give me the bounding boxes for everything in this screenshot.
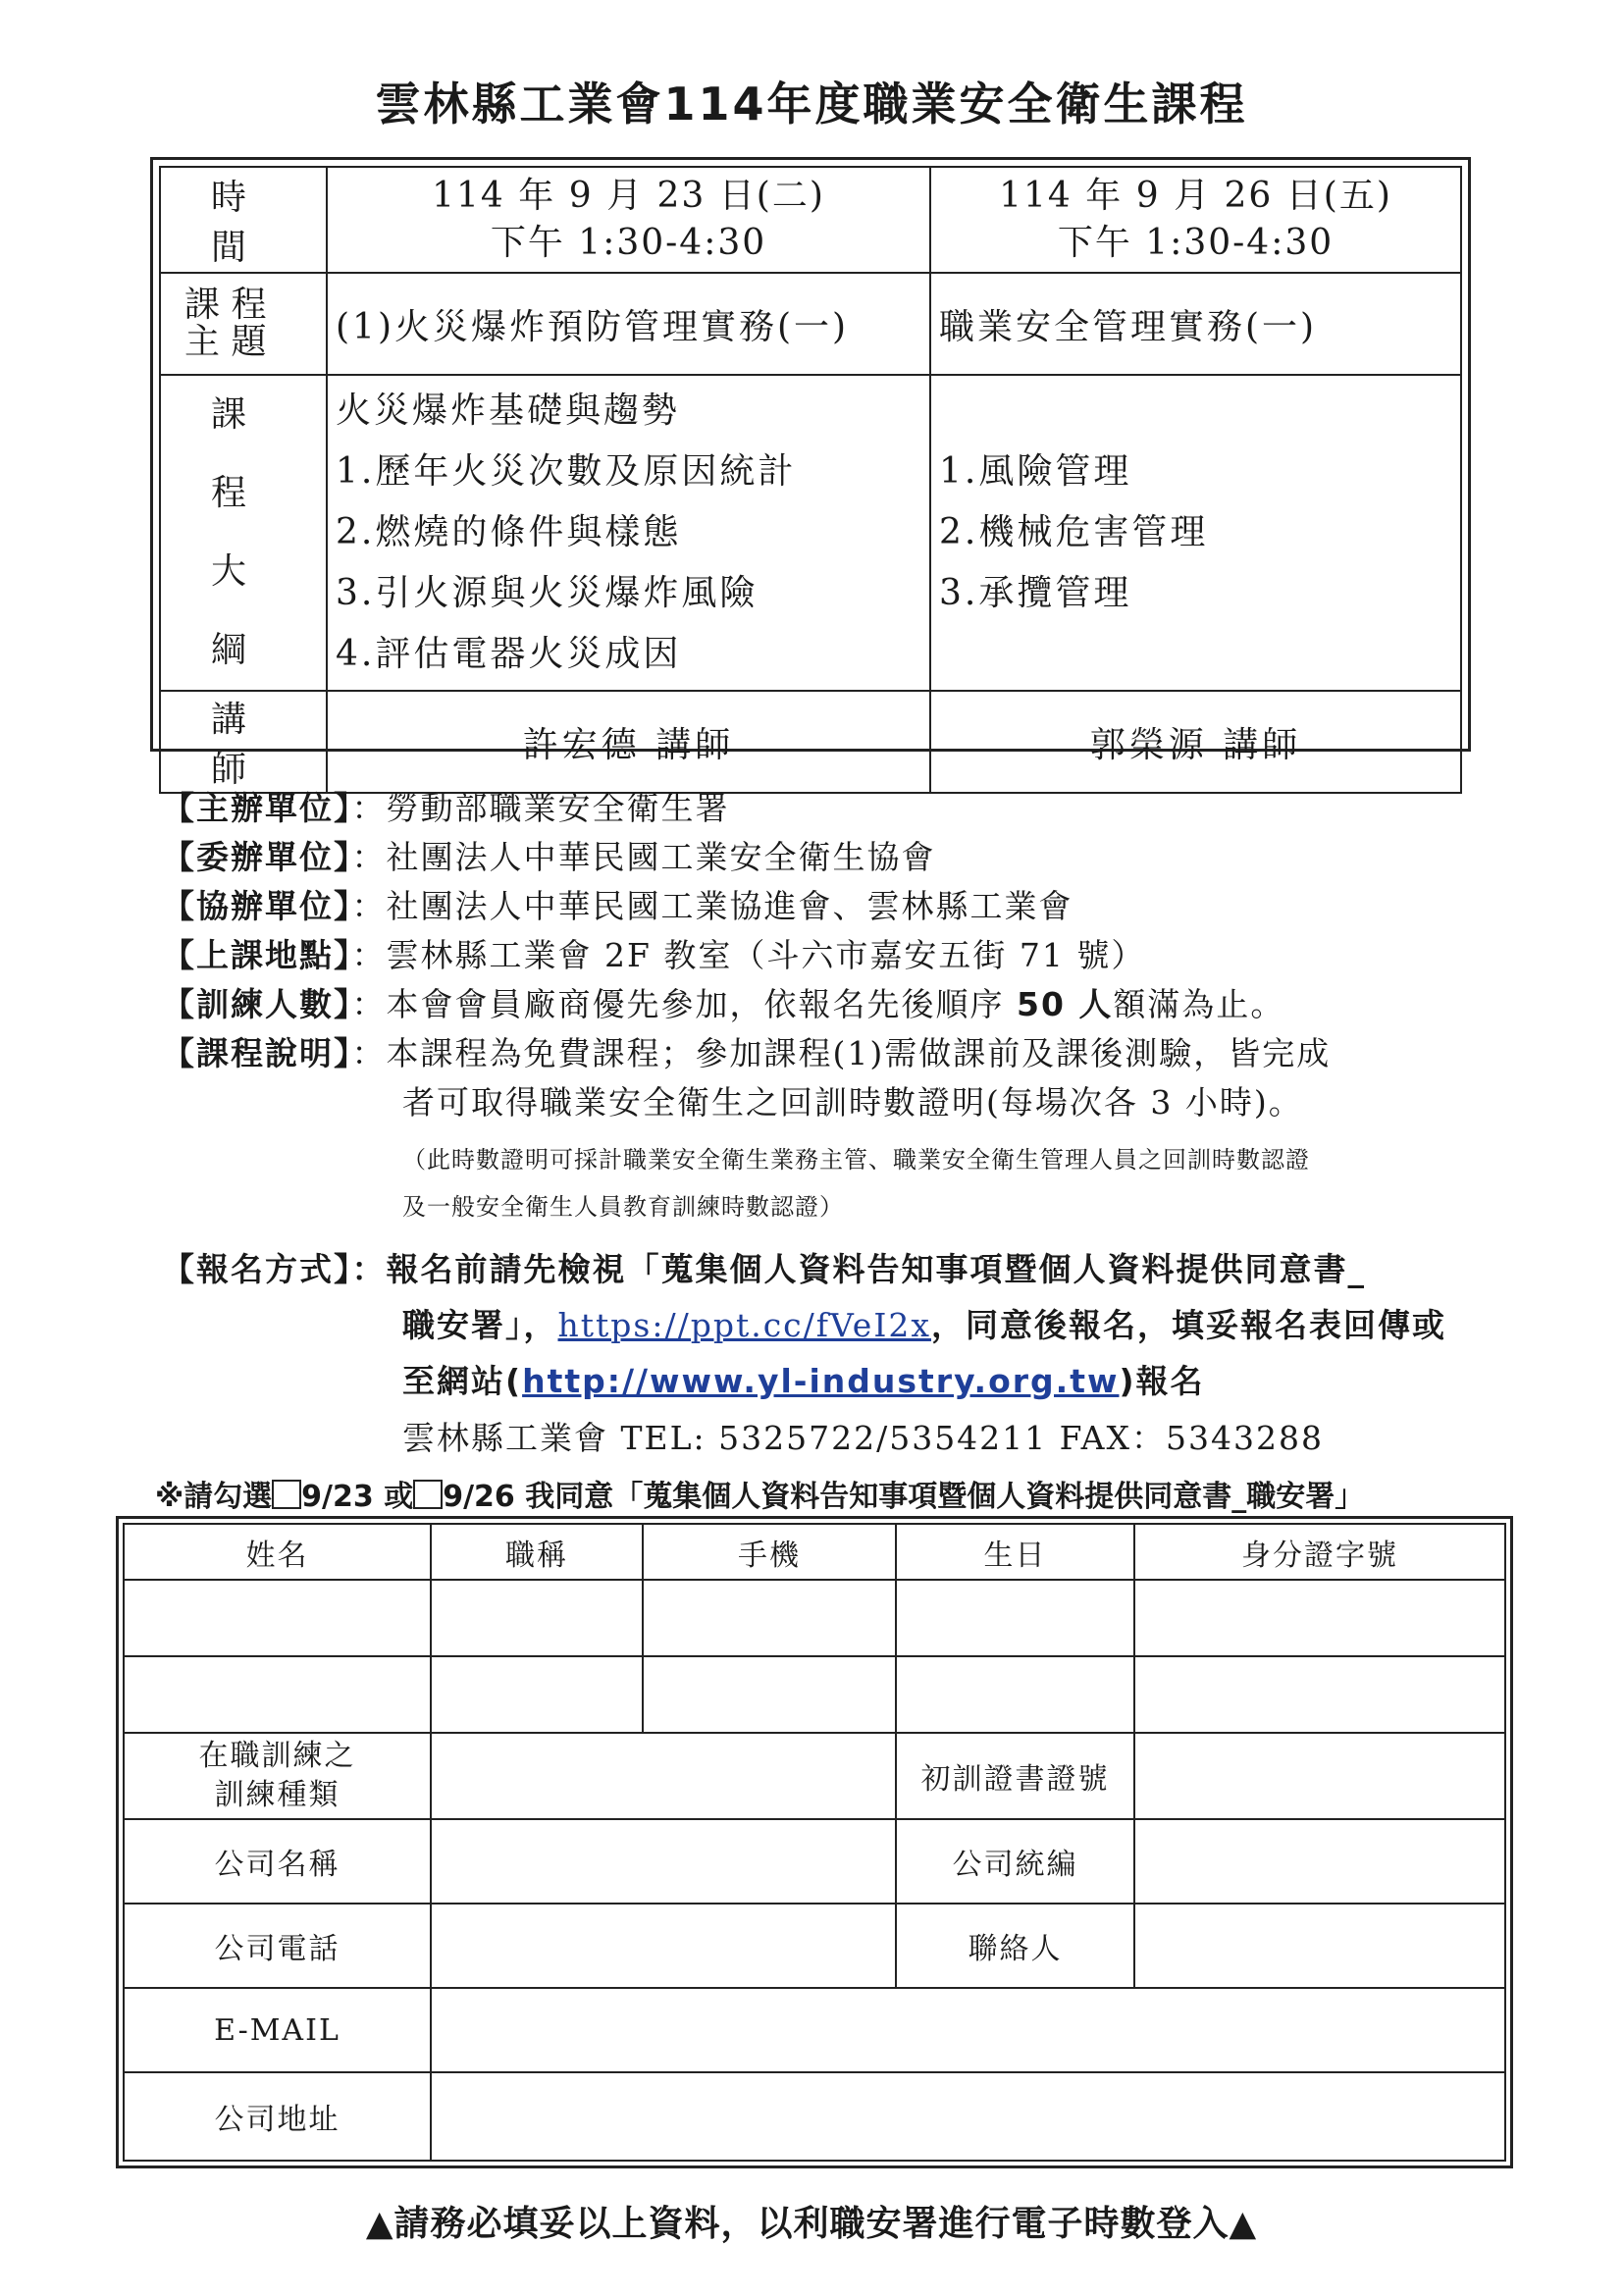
session1-time: 下午 1:30-4:30 [490,223,767,263]
name-cell[interactable] [124,1656,431,1733]
contact-person-cell[interactable] [1134,1904,1505,1988]
session1-outline [327,375,930,691]
header-title: 職稱 [431,1524,643,1580]
title-cell[interactable] [431,1580,643,1656]
checkbox-0923[interactable] [272,1480,301,1509]
outline-item: 1.歷年火災次數及原因統計 [336,451,797,492]
training-type-label: 在職訓練之 訓練種類 [124,1733,431,1819]
outline-item: 2.燃燒的條件與樣態 [336,512,682,552]
count-line: 【訓練人數】：本會會員廠商優先參加，依報名先後順序 50 人額滿為止。 [162,985,1285,1023]
company-name-cell[interactable] [431,1819,896,1904]
register-line3: 至網站(http://www.yl-industry.org.tw)報名 [402,1362,1205,1400]
id-number-cell[interactable] [1134,1580,1505,1656]
organizer-line: 【主辦單位】：勞動部職業安全衛生署 [162,789,730,827]
course-table [150,157,1471,790]
consent-line: ※請勾選 9/23 或 9/26 我同意「蒐集個人資料告知事項暨個人資料提供同意書_職安署」 [155,1480,1365,1514]
company-phone-label: 公司電話 [124,1904,431,1988]
header-mobile: 手機 [643,1524,896,1580]
session2-topic: 職業安全管理實務(一) [930,273,1461,375]
footer-note: ▲請務必填妥以上資料，以利職安署進行電子時數登入▲ [365,2204,1258,2244]
session1-date: 114 年 9 月 23 日(二) [432,176,825,216]
tax-id-cell[interactable] [1134,1819,1505,1904]
address-label: 公司地址 [124,2072,431,2161]
header-birthday: 生日 [896,1524,1134,1580]
id-number-cell[interactable] [1134,1656,1505,1733]
address-cell[interactable] [431,2072,1505,2161]
session2-date: 114 年 9 月 26 日(五) [999,176,1392,216]
cert-number-cell[interactable] [1134,1733,1505,1819]
session2-datetime [930,167,1461,273]
venue-line: 【上課地點】：雲林縣工業會 2F 教室（斗六市嘉安五街 71 號） [162,936,1146,974]
website-link[interactable]: http://www.yl-industry.org.tw [522,1362,1120,1400]
company-name-label: 公司名稱 [124,1819,431,1904]
checkbox-0926[interactable] [413,1480,443,1509]
header-name: 姓名 [124,1524,431,1580]
session2-time: 下午 1:30-4:30 [1057,223,1335,263]
session2-teacher: 郭榮源 講師 [930,691,1461,793]
birthday-cell[interactable] [896,1580,1134,1656]
outline-item: 2.機械危害管理 [939,512,1209,552]
email-cell[interactable] [431,1988,1505,2072]
outline-label: 課 程 大 綱 [160,375,327,691]
consent-form-link[interactable]: https://ppt.cc/fVeI2x [557,1306,931,1344]
outline-item: 4.評估電器火災成因 [336,634,682,674]
co-organizer-line: 【協辦單位】：社團法人中華民國工業協進會、雲林縣工業會 [162,887,1073,925]
company-phone-cell[interactable] [431,1904,896,1988]
register-line2: 職安署」，https://ppt.cc/fVeI2x，同意後報名，填妥報名表回傳或 [402,1306,1446,1344]
description-line: 【課程說明】：本課程為免費課程；參加課程(1)需做課前及課後測驗，皆完成 [162,1034,1332,1072]
title-cell[interactable] [431,1656,643,1733]
register-line1: 【報名方式】：報名前請先檢視「蒐集個人資料告知事項暨個人資料提供同意書_ [162,1250,1366,1288]
mobile-cell[interactable] [643,1656,896,1733]
tax-id-label: 公司統編 [896,1819,1134,1904]
session1-topic: (1)火災爆炸預防管理實務(一) [327,273,930,375]
description-line2: 者可取得職業安全衛生之回訓時數證明(每場次各 3 小時)。 [402,1083,1303,1122]
email-label: E-MAIL [124,1988,431,2072]
outline-item: 3.承攬管理 [939,573,1132,613]
session2-outline [930,375,1461,691]
topic-label-line2: 主 題 [184,322,267,362]
birthday-cell[interactable] [896,1656,1134,1733]
header-id-number: 身分證字號 [1134,1524,1505,1580]
teacher-label: 講 師 [160,691,327,793]
mobile-cell[interactable] [643,1580,896,1656]
outline-item: 1.風險管理 [939,451,1132,492]
session1-datetime [327,167,930,273]
note-line2: 及一般安全衛生人員教育訓練時數認證） [402,1193,844,1221]
commissioned-line: 【委辦單位】：社團法人中華民國工業安全衛生協會 [162,838,936,876]
registration-form [116,1516,1513,2168]
session1-teacher: 許宏德 講師 [327,691,930,793]
training-type-cell[interactable] [431,1733,896,1819]
time-label: 時 間 [160,167,327,273]
outline-item: 火災爆炸基礎與趨勢 [336,391,681,431]
contact-person-label: 聯絡人 [896,1904,1134,1988]
contact-line: 雲林縣工業會 TEL: 5325722/5354211 FAX：5343288 [402,1419,1324,1457]
topic-label [160,273,327,375]
outline-item: 3.引火源與火災爆炸風險 [336,573,759,613]
topic-label-line1: 課 程 [184,285,267,325]
name-cell[interactable] [124,1580,431,1656]
note-line1: （此時數證明可採計職業安全衛生業務主管、職業安全衛生管理人員之回訓時數認證 [402,1146,1310,1174]
cert-number-label: 初訓證書證號 [896,1733,1134,1819]
page-title: 雲林縣工業會114年度職業安全衛生課程 [375,78,1248,130]
